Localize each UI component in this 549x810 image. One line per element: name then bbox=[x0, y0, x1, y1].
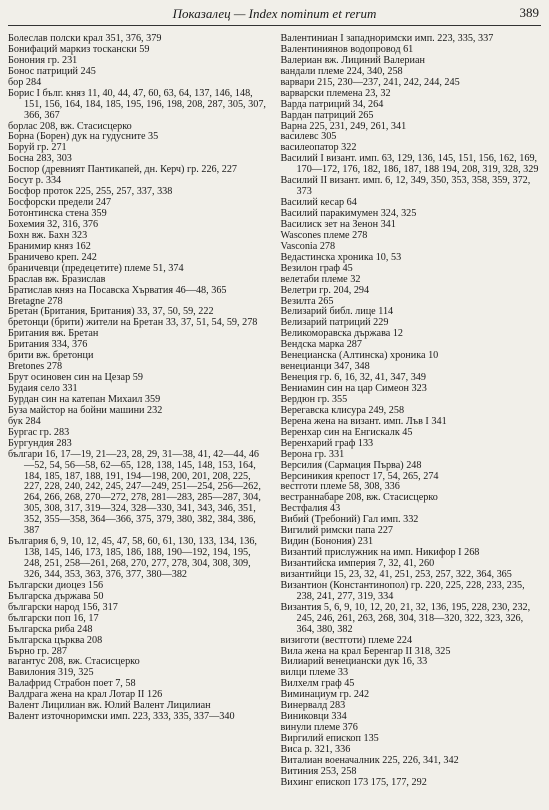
index-entry: византийци 15, 23, 32, 41, 251, 253, 257, 322, 364, 365 bbox=[280, 568, 512, 580]
index-entry: Вилиарий венециански дук 16, 33 bbox=[280, 656, 428, 668]
index-entry: българи 16, 17—19, 21—23, 28, 29, 31—38, 41, 42—44, 46—52, 54, 56—58, 62—65, 128, 138, 145, 148, 153, 164, 184, 185, 187, 188, 191, 194—198, 200, 201, 208, 225, 227, 228, 240, 242, 245, 247—249, 251—254, 256—262, 264, 266, 268, 270—272, 278, 281—283, 285—287, 304, 305, 308, 317, 319—324, 328—330, 341, 343, 346, 351, 352, 355—358, 364—366, 375, 379, 380, 382, 384, 386, 387 bbox=[8, 448, 261, 537]
index-entry: Bretagne 278 bbox=[8, 295, 63, 307]
index-entry: Венеция гр. 6, 16, 32, 41, 347, 349 bbox=[280, 372, 426, 384]
index-entry: Борис I бълг. княз 11, 40, 44, 47, 60, 63, 64, 137, 146, 148, 151, 156, 164, 184, 185, 195, 196, 198, 208, 287, 305, 307, 366, 367 bbox=[8, 87, 266, 121]
index-entry: Витиния 253, 258 bbox=[280, 765, 357, 777]
index-entry: Браничево креп. 242 bbox=[8, 251, 97, 263]
index-entry: Ведастинска хроника 10, 53 bbox=[280, 251, 402, 263]
index-entry: Велизарий библ. лице 114 bbox=[280, 306, 394, 318]
index-entry: Валентиниянов водопровод 61 bbox=[280, 43, 414, 55]
index-entry: вестготи племе 58, 308, 336 bbox=[280, 481, 400, 493]
index-entry: Вениамин син на цар Симеон 323 bbox=[280, 383, 427, 394]
index-entry: вестраннабаре 208, вж. Стасисцерко bbox=[280, 492, 438, 504]
index-entry: Бохемия 32, 316, 376 bbox=[8, 218, 99, 230]
index-entry: Веренхар син на Енгискалк 45 bbox=[280, 426, 413, 438]
index-entry: Валент източноримски имп. 223, 333, 335, 337—340 bbox=[8, 711, 235, 723]
index-entry: Британия вж. Бретан bbox=[8, 328, 99, 340]
index-entry: Виса р. 321, 336 bbox=[280, 743, 351, 755]
index-entry: Буза майстор на бойни машини 232 bbox=[8, 404, 163, 416]
index-entry: Вилхелм граф 45 bbox=[280, 678, 355, 690]
index-entry: Виниковци 334 bbox=[280, 711, 347, 723]
index-entry: вандали племе 224, 340, 258 bbox=[280, 65, 403, 77]
index-entry: Везилон граф 45 bbox=[280, 262, 353, 274]
running-title: Показалец — Index nominum et rerum bbox=[172, 6, 377, 21]
index-entry: бук 284 bbox=[8, 415, 41, 427]
index-entry: бор 284 bbox=[8, 76, 42, 88]
index-entry: Британия 334, 376 bbox=[8, 339, 88, 351]
index-entry: Ботонтинска стена 359 bbox=[8, 208, 107, 219]
index-entry: Босфорски предели 247 bbox=[8, 197, 112, 209]
index-entry: велетаби племе 32 bbox=[280, 273, 361, 285]
index-entry: василеопатор 322 bbox=[280, 142, 357, 154]
index-entry: Василий кесар 64 bbox=[280, 197, 357, 209]
index-entry: Бретан (Британия, Британия) 33, 37, 50, 59, 222 bbox=[8, 306, 214, 318]
index-entry: варвари 215, 230—237, 241, 242, 244, 245 bbox=[280, 76, 460, 88]
index-entry: Великоморавска държава 12 bbox=[280, 328, 404, 340]
index-entry: Бургас гр. 283 bbox=[8, 426, 70, 438]
index-entry: Велетри гр. 204, 294 bbox=[280, 284, 370, 296]
index-entry: Византийска империя 7, 32, 41, 260 bbox=[280, 558, 435, 569]
index-entry: Вавилония 319, 325 bbox=[8, 667, 94, 679]
index-entry: Брут осиновен син на Цезар 59 bbox=[8, 372, 143, 384]
index-entry: визиготи (вестготи) племе 224 bbox=[280, 634, 413, 646]
index-entry: Български диоцез 156 bbox=[8, 579, 104, 591]
index-entry: Боспор (древният Пантикапей, дн. Керч) гр. 226, 227 bbox=[8, 164, 238, 176]
index-entry: Варна 225, 231, 249, 261, 341 bbox=[280, 120, 407, 132]
page-header bbox=[8, 3, 541, 26]
index-entry: Валентиниан I западноримски имп. 223, 335, 337 bbox=[280, 33, 494, 44]
index-entry: Болеслав полски крал 351, 376, 379 bbox=[8, 33, 162, 44]
index-entry: Вихинг епископ 173 175, 177, 292 bbox=[280, 776, 427, 788]
index-entry: Браслав вж. Бразислав bbox=[8, 273, 106, 285]
index-entry: Версиникия крепост 17, 54, 265, 274 bbox=[280, 470, 439, 482]
index-entry: Българска църква 208 bbox=[8, 634, 103, 646]
index-entry: Верена жена на визант. имп. Лъв I 341 bbox=[280, 415, 447, 427]
index-entry: брити вж. бретонци bbox=[8, 350, 94, 362]
index-entry: Босфор проток 225, 255, 257, 337, 338 bbox=[8, 186, 173, 198]
index-entry: василевс 305 bbox=[280, 131, 337, 143]
index-entry: Вестфалия 43 bbox=[280, 503, 341, 515]
index-entry: Варда патриций 34, 264 bbox=[280, 98, 384, 110]
index-entry: Виталиан военачалник 225, 226, 341, 342 bbox=[280, 754, 459, 766]
left-column bbox=[8, 34, 269, 804]
index-entry: вагантус 208, вж. Стасисцерко bbox=[8, 656, 140, 668]
index-entry: Виминациум гр. 242 bbox=[280, 689, 370, 701]
index-entry: Вила жена на крал Беренгар II 318, 325 bbox=[280, 645, 451, 657]
index-entry: Вибий (Требоний) Гал имп. 332 bbox=[280, 514, 419, 526]
index-entry: Българска риба 248 bbox=[8, 623, 93, 635]
index-entry: Венецианска (Алтинска) хроника 10 bbox=[280, 350, 439, 362]
index-entry: Борна (Борен) дук на гудусните 35 bbox=[8, 131, 159, 143]
index-entry: Василиск зет на Зенон 341 bbox=[280, 218, 396, 230]
index-entry: Веренхарий граф 133 bbox=[280, 437, 374, 449]
index-entry: Византий прислужник на имп. Никифор I 268 bbox=[280, 547, 480, 559]
index-entry: браничевци (предецетите) племе 51, 374 bbox=[8, 262, 184, 274]
index-entry: български народ 156, 317 bbox=[8, 601, 118, 613]
index-entry: Bretones 278 bbox=[8, 361, 63, 373]
index-entry: Василий I визант. имп. 63, 129, 136, 145, 151, 156, 162, 169, 170—172, 176, 182, 186, 187, 188 194, 208, 319, 328, 329 bbox=[280, 153, 539, 176]
index-entry: вилци племе 33 bbox=[280, 667, 349, 679]
index-entry: Боруй гр. 271 bbox=[8, 142, 67, 154]
index-entry: Босут р. 334 bbox=[8, 175, 62, 187]
index-entry: Българска държава 50 bbox=[8, 590, 104, 602]
index-entry: Вардан патриций 265 bbox=[280, 109, 374, 121]
index-entry: Вендска марка 287 bbox=[280, 339, 362, 351]
index-entry: Виргилий епископ 135 bbox=[280, 733, 379, 744]
index-entry: Версилия (Сармация Първа) 248 bbox=[280, 459, 422, 471]
index-entry: бретонци (брити) жители на Бретан 33, 37, 51, 54, 59, 278 bbox=[8, 317, 258, 329]
index-entry: Валериан вж. Лициний Валериан bbox=[280, 54, 425, 66]
index-entry: Вердюн гр. 355 bbox=[280, 393, 348, 405]
index-entry: Бранимир княз 162 bbox=[8, 240, 91, 252]
right-column bbox=[281, 34, 542, 804]
index-entry: Бохн вж. Бахн 323 bbox=[8, 229, 88, 241]
page-number: 389 bbox=[519, 5, 539, 20]
index-entry: Винервалд 283 bbox=[280, 700, 346, 712]
index-entry: Велизарий патриций 229 bbox=[280, 317, 389, 329]
index-entry: Бърно гр. 287 bbox=[8, 645, 67, 657]
index-entry: Верегавска клисура 249, 258 bbox=[280, 404, 405, 416]
index-entry: България 6, 9, 10, 12, 45, 47, 58, 60, 61, 130, 133, 134, 136, 138, 145, 146, 173, 185, 186, 188, 190—192, 194, 195, 248, 251, 258—261, 268, 270, 277, 278, 304, 308, 309, 326, 344, 353, 363, 376, 377, 380—382 bbox=[8, 536, 257, 580]
index-entry: Vasconia 278 bbox=[280, 240, 336, 252]
index-entry: Византия 5, 6, 9, 10, 12, 20, 21, 32, 136, 195, 228, 230, 232, 245, 246, 261, 263, 268, 304, 318—320, 322, 323, 326, 364, 380, 382 bbox=[280, 601, 531, 635]
index-entry: венецианци 347, 348 bbox=[280, 361, 370, 373]
index-entry: варварски племена 23, 32 bbox=[280, 87, 391, 99]
index-entry: Валент Лицилиан вж. Юлий Валент Лицилиан bbox=[8, 700, 211, 712]
index-entry: винули племе 376 bbox=[280, 722, 358, 734]
index-entry: български поп 16, 17 bbox=[8, 612, 99, 624]
index-entry: Валдрага жена на крал Лотар II 126 bbox=[8, 689, 163, 701]
index-entry: Будаия село 331 bbox=[8, 383, 78, 394]
index-entry: Валафрид Страбон поет 7, 58 bbox=[8, 678, 136, 690]
index-entry: борлас 208, вж. Стасисцерко bbox=[8, 120, 132, 132]
index-entry: Василий паракимумен 324, 325 bbox=[280, 208, 417, 219]
index-entry: Бонония гр. 231 bbox=[8, 54, 78, 66]
index-entry: Византион (Константинопол) гр. 220, 225, 228, 233, 235, 238, 241, 277, 319, 334 bbox=[280, 579, 525, 602]
index-columns bbox=[8, 34, 541, 804]
index-entry: Босна 283, 303 bbox=[8, 153, 72, 165]
index-entry: Видин (Бонония) 231 bbox=[280, 536, 374, 548]
index-entry: Бургундия 283 bbox=[8, 437, 72, 449]
index-entry: Братислав княз на Посавска Хърватия 46—48, 365 bbox=[8, 284, 227, 296]
index-entry: Wascones племе 278 bbox=[280, 229, 368, 241]
index-entry: Вигилий римски папа 227 bbox=[280, 525, 394, 537]
index-entry: Бонифаций маркиз тоскански 59 bbox=[8, 43, 150, 55]
index-entry: Бурдан син на катепан Михаил 359 bbox=[8, 393, 161, 405]
index-entry: Верона гр. 331 bbox=[280, 448, 345, 460]
index-entry: Василий II визант. имп. 6, 12, 349, 350, 353, 358, 359, 372, 373 bbox=[280, 175, 531, 198]
index-entry: Бонос патриций 245 bbox=[8, 65, 96, 77]
index-entry: Везилта 265 bbox=[280, 295, 334, 307]
